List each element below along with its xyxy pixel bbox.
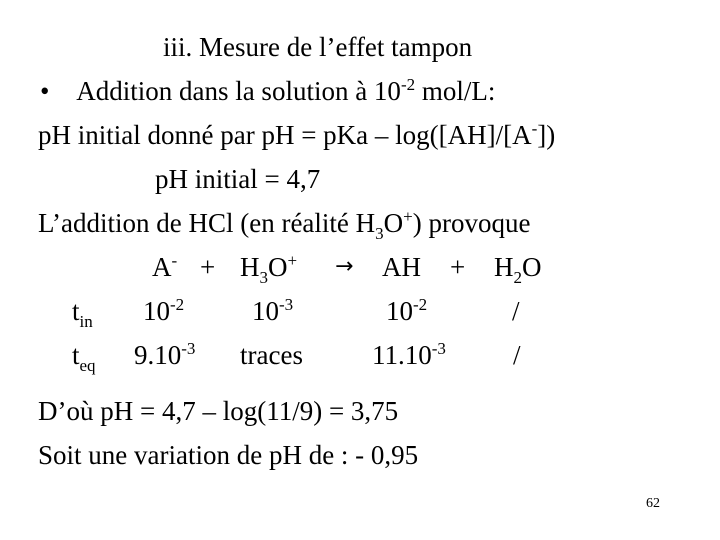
ph-initial-value: pH initial = 4,7 [155,164,321,194]
row-teq-label: $t_{eq}$ [72,340,96,375]
eq-species-h3o: $H_3O^+$ [240,251,298,287]
row-teq-ah: $11.10^{-3}$ [372,339,446,370]
row-teq-h3o: traces [240,340,303,370]
row-teq-a: $9.10^{-3}$ [134,339,196,370]
ph-formula-text: pH initial donné par pH = pKa – log([AH]/[A [38,120,532,150]
row-teq-h2o: / [513,340,521,370]
ph-result-line: D’où pH = 4,7 – log(11/9) = 3,75 [38,396,399,426]
eq-species-ah: AH [382,252,421,282]
page-number: 62 [646,496,660,511]
hcl-addition-line [38,207,531,243]
hcl-post: ) provoque [412,208,531,238]
hcl-charge: + [403,207,413,226]
slide-title: iii. Mesure de l’effet tampon [163,32,473,62]
addition-text: Addition dans la solution à 10 [76,76,401,106]
row-tin-h3o: $10^{-3}$ [252,295,294,326]
ph-formula-charge: - [531,119,538,138]
row-tin-a: $10^{-2}$ [143,295,185,326]
eq-species-h2o: $H_2O$ [494,252,542,287]
addition-exponent: -2 [400,75,416,94]
hcl-sub: 3 [375,224,384,243]
bullet-line-addition [40,75,495,107]
eq-plus-1: + [200,252,216,282]
addition-unit: mol/L: [415,76,496,106]
hcl-text: L’addition de HCl (en réalité H [38,208,376,238]
bullet-glyph: • [40,76,50,106]
ph-formula-line [38,119,555,151]
ph-formula-close: ]) [537,120,556,150]
row-tin-h2o: / [512,296,520,326]
ph-variation-line: Soit une variation de pH de : - 0,95 [38,440,419,470]
row-tin-ah: $10^{-2}$ [386,295,428,326]
hcl-o: O [383,208,404,238]
row-tin-label: $t_{in}$ [72,296,93,331]
eq-plus-2: + [450,252,466,282]
reaction-arrow-icon: → [335,254,354,279]
eq-species-a: A- [152,251,178,282]
